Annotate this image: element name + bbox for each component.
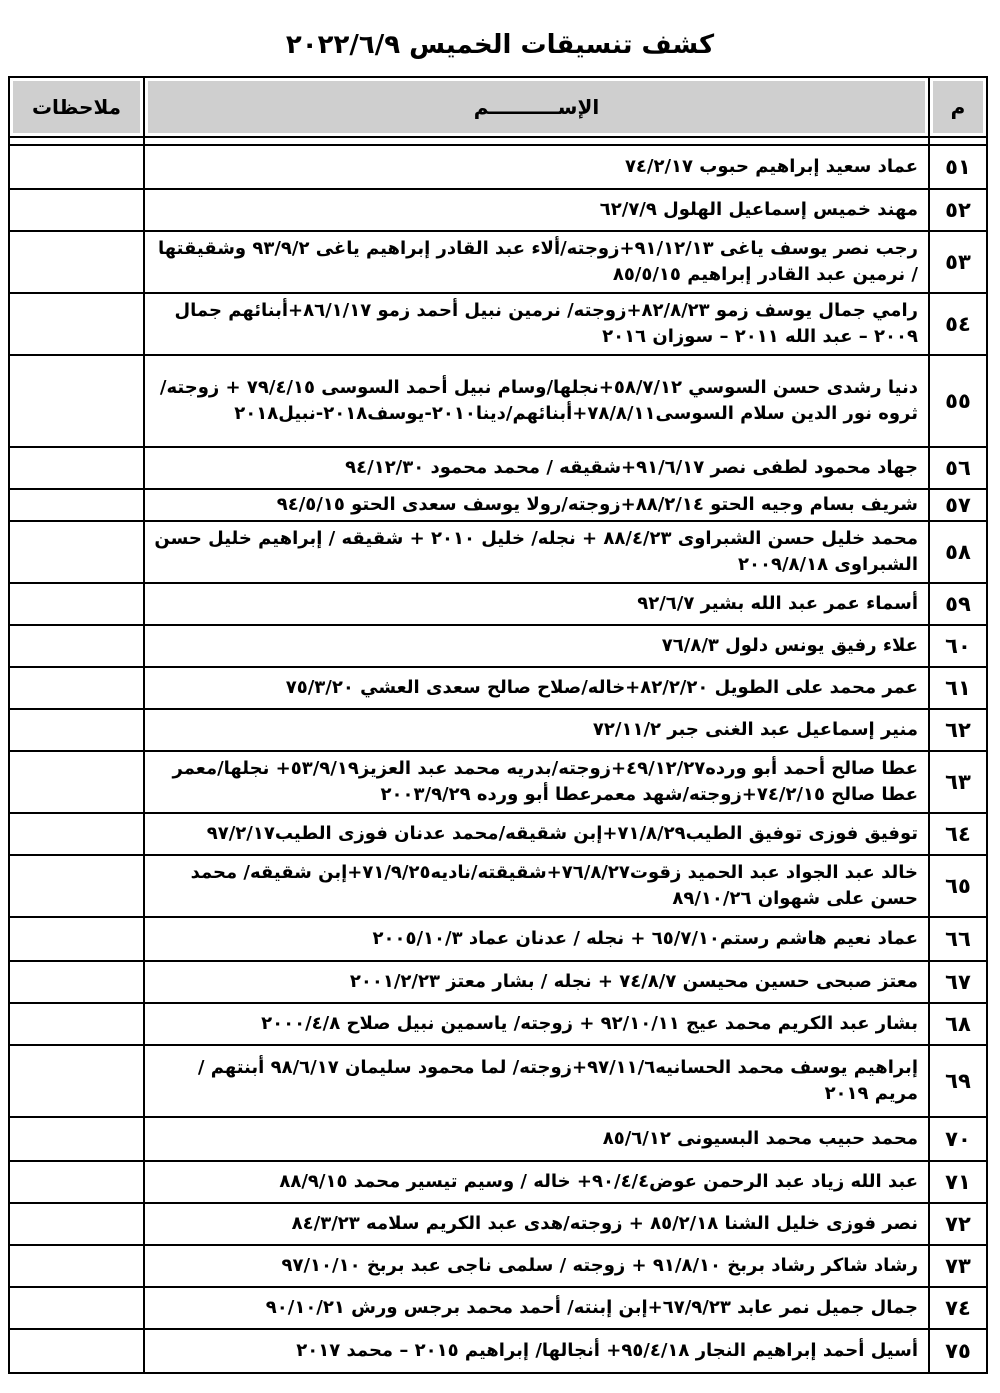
row-number: ٦٧	[929, 961, 987, 1003]
row-notes	[9, 1003, 144, 1045]
row-name: جمال جميل نمر عابد ٦٧/٩/٢٣+إبن إبنته/ أحمد محمد برجس ورش ٩٠/١٠/٢١	[144, 1287, 929, 1329]
row-name: إبراهيم يوسف محمد الحسانيه٩٧/١١/٦+زوجته/ لما محمود سليمان ٩٨/٦/١٧ أبنتهم / مريم ٢٠١٩	[144, 1045, 929, 1117]
row-notes	[9, 293, 144, 355]
header-name: الإســــــــــم	[144, 77, 929, 137]
table-row	[9, 145, 987, 189]
row-name: عبد الله زياد عبد الرحمن عوض٩٠/٤/٤+ خاله / وسيم تيسير محمد ٨٨/٩/١٥	[144, 1161, 929, 1203]
row-name: علاء رفيق يونس دلول ٧٦/٨/٣	[144, 625, 929, 667]
table-row	[9, 231, 987, 293]
row-name: محمد حبيب محمد البسيونى ٨٥/٦/١٢	[144, 1117, 929, 1161]
row-notes	[9, 1329, 144, 1373]
row-name: بشار عبد الكريم محمد عيج ٩٢/١٠/١١ + زوجته/ ياسمين نبيل صلاح ٢٠٠٠/٤/٨	[144, 1003, 929, 1045]
row-name: رجب نصر يوسف ياغى ٩١/١٢/١٣+زوجته/ألاء عبد القادر إبراهيم ياغى ٩٣/٩/٢ وشقيقتها / نرمين عبد القادر إبراهيم ٨٥/٥/١٥	[144, 231, 929, 293]
header-spacer	[9, 137, 987, 145]
cut-off-footer	[0, 1383, 1000, 1393]
row-number: ٥٣	[929, 231, 987, 293]
table-row	[9, 813, 987, 855]
row-name: شريف بسام وجيه الحتو ٨٨/٢/١٤+زوجته/رولا يوسف سعدى الحتو ٩٤/٥/١٥	[144, 489, 929, 521]
row-name: توفيق فوزى توفيق الطيب٧١/٨/٢٩+إبن شقيقه/محمد عدنان فوزى الطيب٩٧/٢/١٧	[144, 813, 929, 855]
row-number: ٦٤	[929, 813, 987, 855]
row-number: ٦٥	[929, 855, 987, 917]
table-row	[9, 1161, 987, 1203]
row-number: ٦١	[929, 667, 987, 709]
table-row	[9, 1003, 987, 1045]
table-row	[9, 189, 987, 231]
table-row	[9, 709, 987, 751]
row-number: ٧١	[929, 1161, 987, 1203]
row-number: ٧٥	[929, 1329, 987, 1373]
header-number: م	[929, 77, 987, 137]
row-name: عماد نعيم هاشم رستم٦٥/٧/١٠ + نجله / عدنان عماد ٢٠٠٥/١٠/٣	[144, 917, 929, 961]
row-notes	[9, 355, 144, 447]
row-notes	[9, 1045, 144, 1117]
row-number: ٦٣	[929, 751, 987, 813]
row-notes	[9, 1287, 144, 1329]
row-number: ٥٥	[929, 355, 987, 447]
row-notes	[9, 489, 144, 521]
row-number: ٦٦	[929, 917, 987, 961]
table-row	[9, 1329, 987, 1373]
table-row	[9, 1203, 987, 1245]
row-notes	[9, 1117, 144, 1161]
row-name: عماد سعيد إبراهيم حبوب ٧٤/٢/١٧	[144, 145, 929, 189]
row-name: رشاد شاكر رشاد بربخ ٩١/٨/١٠ + زوجته / سلمى ناجى عبد بربخ ٩٧/١٠/١٠	[144, 1245, 929, 1287]
roster-table-container	[8, 76, 988, 1374]
row-number: ٧٠	[929, 1117, 987, 1161]
row-notes	[9, 709, 144, 751]
table-header-row	[9, 77, 987, 137]
row-number: ٦٠	[929, 625, 987, 667]
row-name: منير إسماعيل عبد الغنى جبر ٧٢/١١/٢	[144, 709, 929, 751]
row-name: دنيا رشدى حسن السوسي ٥٨/٧/١٢+نجلها/وسام نبيل أحمد السوسى ٧٩/٤/١٥ + زوجته/ثروه نور الدين سلام السوسى٧٨/٨/١١+أبنائهم/دينا٢٠١٠-يوسف٢٠١٨-نبيل٢٠١٨	[144, 355, 929, 447]
row-notes	[9, 145, 144, 189]
row-number: ٥٨	[929, 521, 987, 583]
table-row	[9, 1245, 987, 1287]
row-notes	[9, 447, 144, 489]
row-number: ٥٩	[929, 583, 987, 625]
table-row	[9, 355, 987, 447]
table-row	[9, 293, 987, 355]
row-notes	[9, 521, 144, 583]
row-notes	[9, 1245, 144, 1287]
row-number: ٧٤	[929, 1287, 987, 1329]
row-notes	[9, 667, 144, 709]
table-row	[9, 489, 987, 521]
table-row	[9, 447, 987, 489]
table-row	[9, 751, 987, 813]
table-row	[9, 521, 987, 583]
row-number: ٥١	[929, 145, 987, 189]
row-name: خالد عبد الجواد عبد الحميد زقوت٧٦/٨/٢٧+شقيقته/ناديه٧١/٩/٢٥+إبن شقيقه/ محمد حسن على شهوان ٨٩/١٠/٢٦	[144, 855, 929, 917]
row-notes	[9, 583, 144, 625]
header-notes: ملاحظات	[9, 77, 144, 137]
row-notes	[9, 855, 144, 917]
document-title: كشف تنسيقات الخميس ٢٠٢٢/٦/٩	[285, 30, 715, 60]
row-name: رامي جمال يوسف زمو ٨٢/٨/٢٣+زوجته/ نرمين نبيل أحمد زمو ٨٦/١/١٧+أبنائهم جمال ٢٠٠٩ – عبد الله ٢٠١١ – سوزان ٢٠١٦	[144, 293, 929, 355]
roster-table	[8, 76, 988, 1374]
row-number: ٥٤	[929, 293, 987, 355]
table-row	[9, 961, 987, 1003]
table-row	[9, 917, 987, 961]
row-notes	[9, 189, 144, 231]
row-number: ٥٧	[929, 489, 987, 521]
row-number: ٥٢	[929, 189, 987, 231]
row-notes	[9, 751, 144, 813]
table-row	[9, 1117, 987, 1161]
table-row	[9, 1287, 987, 1329]
row-notes	[9, 1203, 144, 1245]
row-name: مهند خميس إسماعيل الهلول ٦٢/٧/٩	[144, 189, 929, 231]
row-notes	[9, 625, 144, 667]
row-number: ٦٨	[929, 1003, 987, 1045]
row-notes	[9, 813, 144, 855]
row-name: نصر فوزى خليل الشنا ٨٥/٢/١٨ + زوجته/هدى عبد الكريم سلامه ٨٤/٣/٢٣	[144, 1203, 929, 1245]
row-name: معتز صبحى حسين محيسن ٧٤/٨/٧ + نجله / بشار معتز ٢٠٠١/٢/٢٣	[144, 961, 929, 1003]
row-name: جهاد محمود لطفى نصر ٩١/٦/١٧+شقيقه / محمد محمود ٩٤/١٢/٣٠	[144, 447, 929, 489]
row-notes	[9, 961, 144, 1003]
row-name: أسيل أحمد إبراهيم النجار ٩٥/٤/١٨+ أنجالها/ إبراهيم ٢٠١٥ – محمد ٢٠١٧	[144, 1329, 929, 1373]
row-notes	[9, 231, 144, 293]
row-name: أسماء عمر عبد الله بشير ٩٢/٦/٧	[144, 583, 929, 625]
row-number: ٥٦	[929, 447, 987, 489]
table-row	[9, 583, 987, 625]
row-number: ٧٢	[929, 1203, 987, 1245]
table-row	[9, 855, 987, 917]
table-row	[9, 667, 987, 709]
table-row	[9, 625, 987, 667]
row-notes	[9, 917, 144, 961]
row-notes	[9, 1161, 144, 1203]
row-number: ٦٢	[929, 709, 987, 751]
row-name: عمر محمد على الطويل ٨٢/٢/٢٠+خاله/صلاح صالح سعدى العشي ٧٥/٣/٢٠	[144, 667, 929, 709]
row-number: ٧٣	[929, 1245, 987, 1287]
row-number: ٦٩	[929, 1045, 987, 1117]
row-name: محمد خليل حسن الشبراوى ٨٨/٤/٢٣ + نجله/ خليل ٢٠١٠ + شقيقه / إبراهيم خليل حسن الشبراوى ٢٠٠٩/٨/١٨	[144, 521, 929, 583]
table-row	[9, 1045, 987, 1117]
table-body	[9, 145, 987, 1373]
row-name: عطا صالح أحمد أبو ورده٤٩/١٢/٢٧+زوجته/بدريه محمد عبد العزيز٥٣/٩/١٩+ نجلها/معمر عطا صالح ٧٤/٢/١٥+زوجته/شهد معمرعطا أبو ورده ٢٠٠٣/٩/٢٩	[144, 751, 929, 813]
